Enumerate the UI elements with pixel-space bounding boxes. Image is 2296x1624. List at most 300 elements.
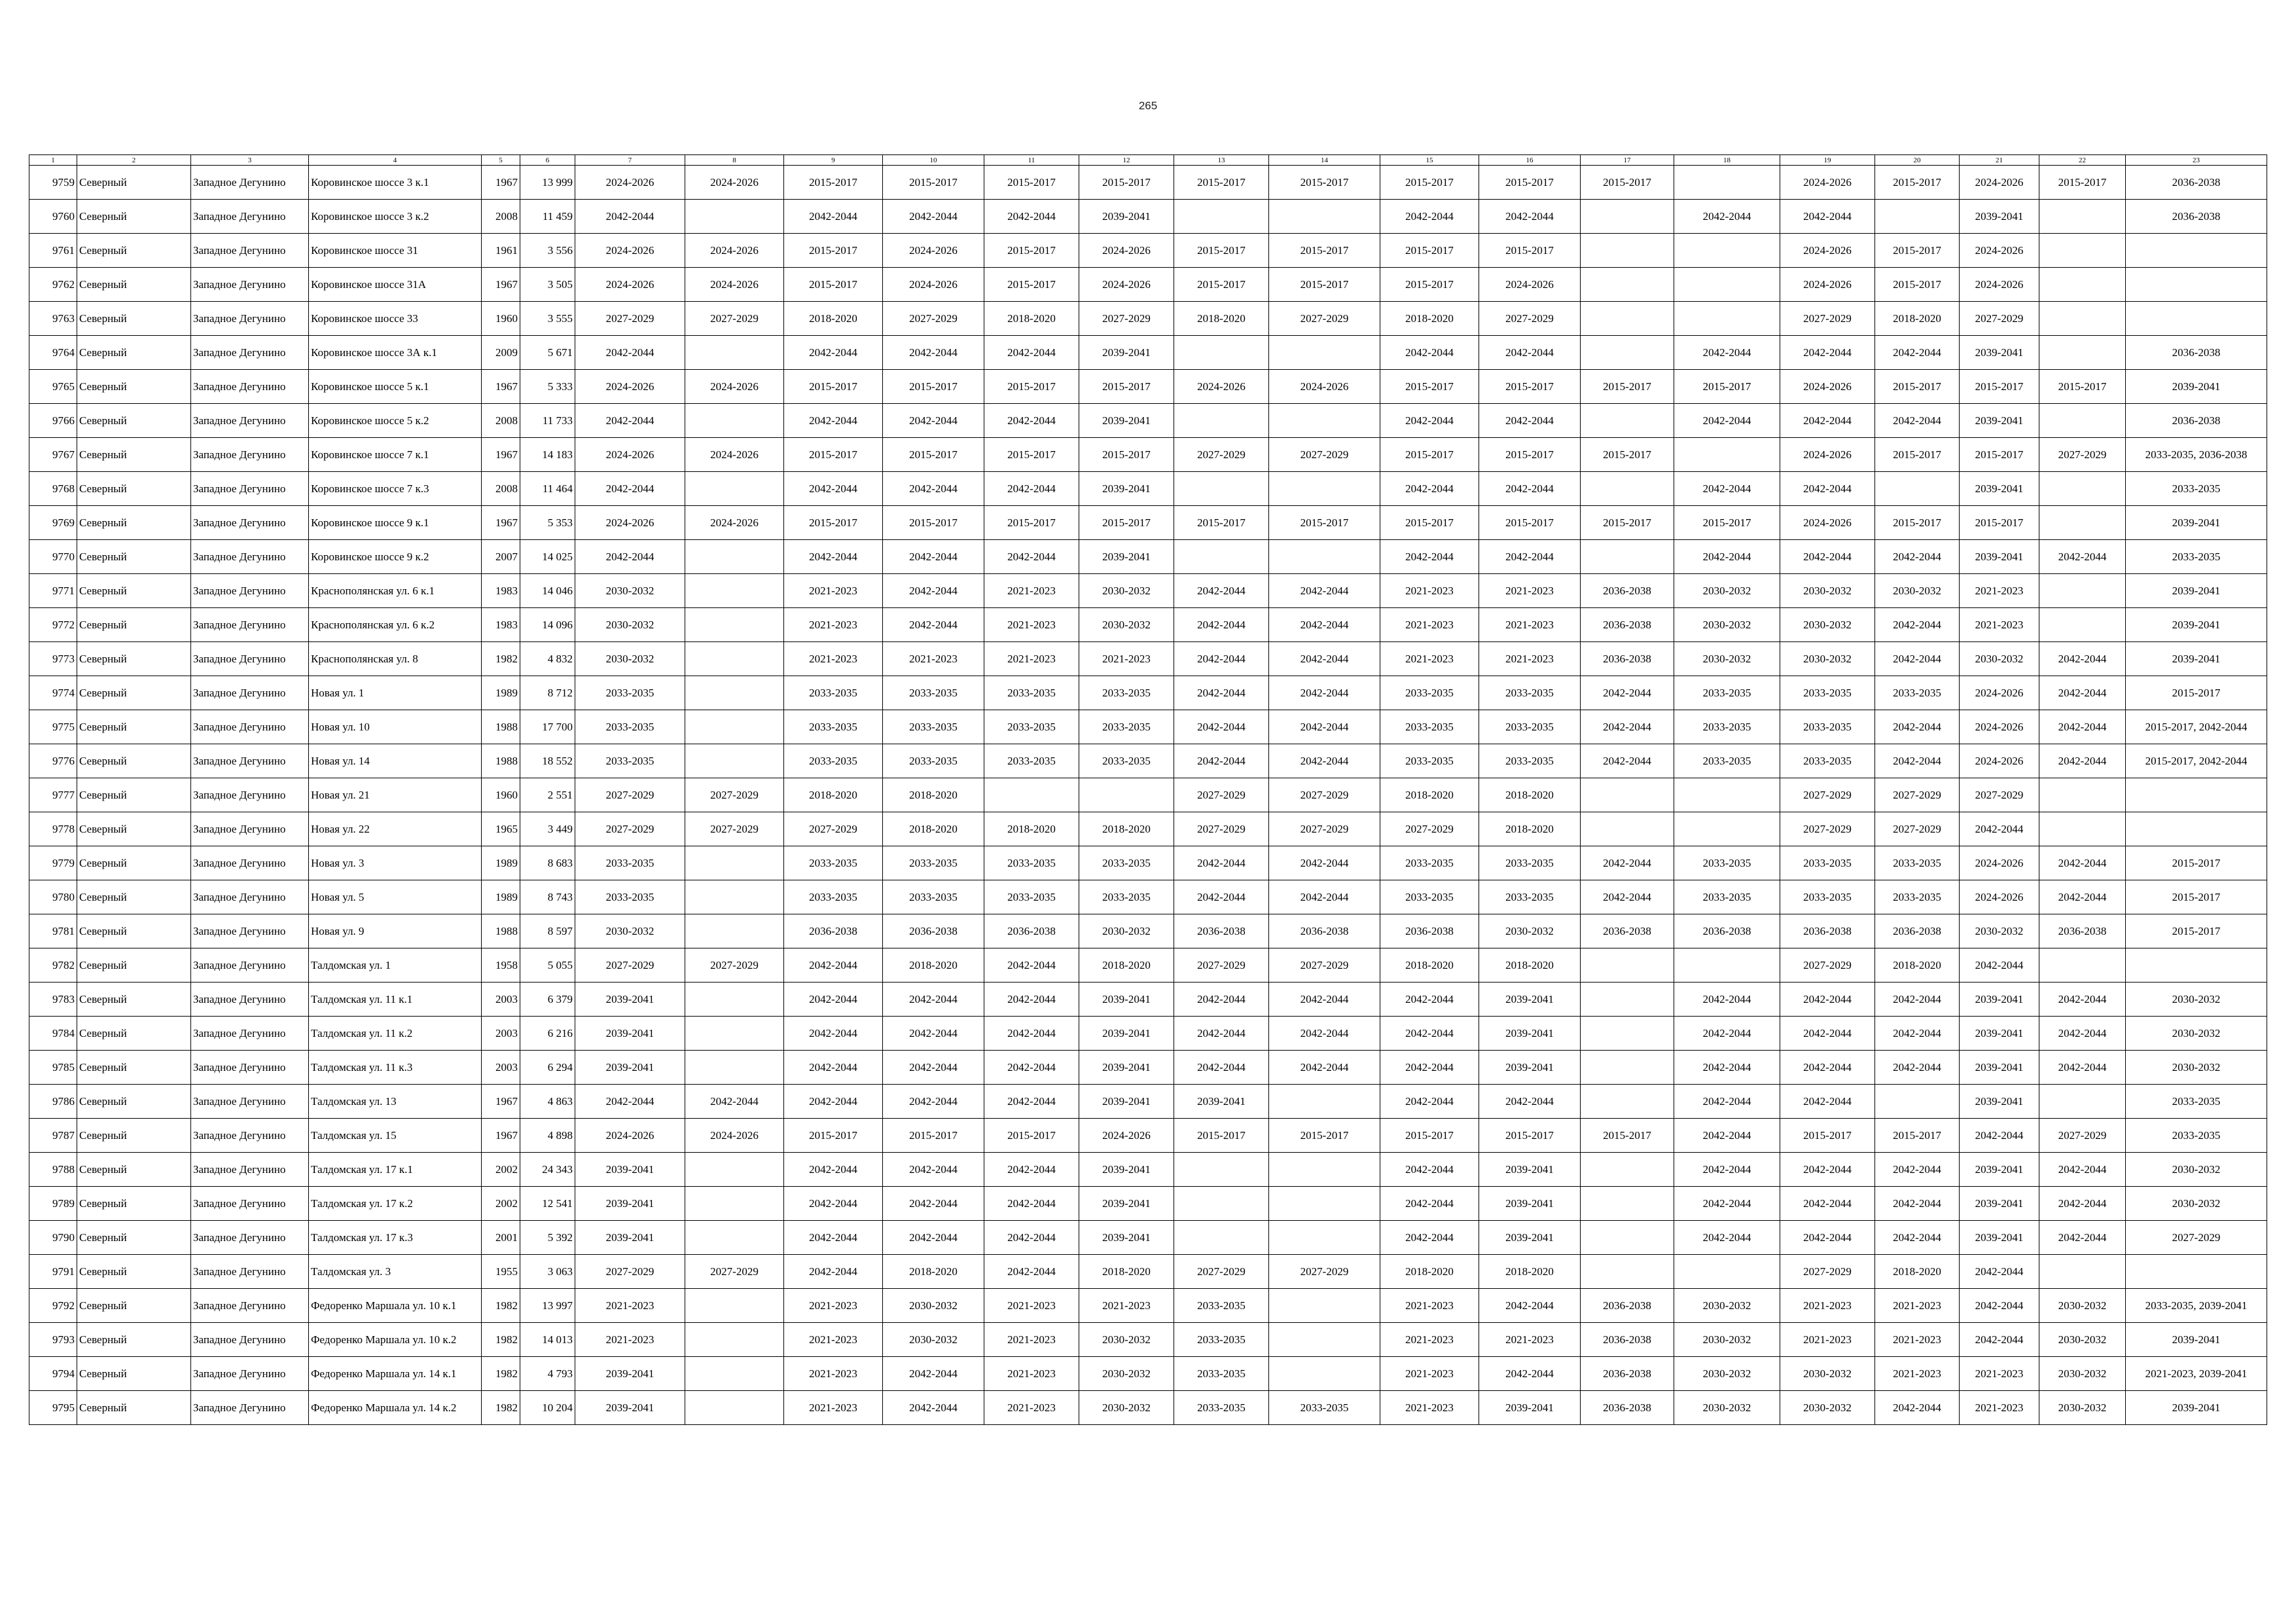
table-cell: Северный <box>77 234 191 268</box>
table-cell: 1982 <box>482 642 520 676</box>
table-cell: 2033-2035 <box>883 744 984 778</box>
table-cell <box>1174 1187 1269 1221</box>
table-cell: 1967 <box>482 1119 520 1153</box>
table-cell: Северный <box>77 200 191 234</box>
table-cell: 2027-2029 <box>575 1255 685 1289</box>
table-cell: 2039-2041 <box>1960 472 2039 506</box>
table-cell: 2030-2032 <box>1780 1391 1875 1425</box>
table-cell: Северный <box>77 404 191 438</box>
table-cell <box>1581 1255 1674 1289</box>
table-cell: 2021-2023 <box>784 1357 883 1391</box>
table-cell: 2042-2044 <box>984 983 1079 1017</box>
table-cell: 9775 <box>29 710 77 744</box>
table-cell: 2027-2029 <box>1875 778 1960 812</box>
table-cell: 2003 <box>482 1017 520 1051</box>
table-cell: 2015-2017 <box>1079 438 1174 472</box>
table-cell: 2030-2032 <box>1780 574 1875 608</box>
table-cell <box>1174 1221 1269 1255</box>
table-cell: 2030-2032 <box>1674 1391 1780 1425</box>
table-cell: Западное Дегунино <box>191 506 309 540</box>
table-cell <box>1674 1255 1780 1289</box>
table-cell <box>2039 574 2126 608</box>
table-cell: 3 449 <box>520 812 575 846</box>
table-cell: Краснополянская ул. 6 к.2 <box>309 608 482 642</box>
table-cell: 2030-2032 <box>1875 574 1960 608</box>
table-cell: 2033-2035 <box>784 846 883 880</box>
table-cell: Западное Дегунино <box>191 1323 309 1357</box>
table-cell: 2015-2017 <box>1269 268 1380 302</box>
table-cell: 2036-2038 <box>1780 914 1875 948</box>
table-cell: 2015-2017 <box>1875 234 1960 268</box>
table-cell: Новая ул. 22 <box>309 812 482 846</box>
table-cell: 2024-2026 <box>883 268 984 302</box>
table-cell: 2042-2044 <box>1380 1051 1479 1085</box>
table-cell: 2039-2041 <box>1174 1085 1269 1119</box>
table-cell: 2042-2044 <box>2039 1187 2126 1221</box>
table-cell: 2030-2032 <box>2039 1289 2126 1323</box>
table-cell: 9769 <box>29 506 77 540</box>
table-cell: 2027-2029 <box>1174 812 1269 846</box>
table-cell: 2042-2044 <box>883 1221 984 1255</box>
table-cell: 2015-2017 <box>784 370 883 404</box>
table-cell: 2042-2044 <box>1174 676 1269 710</box>
table-cell: 2042-2044 <box>784 540 883 574</box>
table-cell: 2042-2044 <box>1581 676 1674 710</box>
table-cell: 2027-2029 <box>575 948 685 983</box>
table-cell: 2015-2017 <box>1174 234 1269 268</box>
table-cell: 2018-2020 <box>1875 948 1960 983</box>
table-cell: 2024-2026 <box>575 438 685 472</box>
table-cell <box>1875 1085 1960 1119</box>
table-body <box>29 166 2267 1425</box>
table-cell: 4 793 <box>520 1357 575 1391</box>
table-cell <box>1581 200 1674 234</box>
table-cell: 2042-2044 <box>1174 846 1269 880</box>
table-cell: 2024-2026 <box>1960 744 2039 778</box>
table-cell: 2021-2023 <box>984 574 1079 608</box>
table-cell: 2033-2035 <box>784 710 883 744</box>
table-cell: 2021-2023 <box>883 642 984 676</box>
table-cell: 2042-2044 <box>2039 1221 2126 1255</box>
table-cell: 2039-2041 <box>1479 1051 1581 1085</box>
table-cell: 2021-2023, 2039-2041 <box>2126 1357 2267 1391</box>
table-cell: 2030-2032 <box>575 574 685 608</box>
table-cell: 1967 <box>482 506 520 540</box>
table-cell: 2042-2044 <box>1380 1221 1479 1255</box>
table-cell: Северный <box>77 1051 191 1085</box>
table-cell: 2027-2029 <box>2126 1221 2267 1255</box>
table-cell: 2039-2041 <box>1479 1017 1581 1051</box>
table-cell: 14 183 <box>520 438 575 472</box>
table-cell <box>1269 404 1380 438</box>
table-cell: 5 392 <box>520 1221 575 1255</box>
table-cell: 2033-2035 <box>2126 1085 2267 1119</box>
table-cell: 2033-2035 <box>784 744 883 778</box>
table-cell <box>1674 166 1780 200</box>
table-cell: Талдомская ул. 11 к.2 <box>309 1017 482 1051</box>
table-cell <box>1269 1221 1380 1255</box>
table-cell: 1965 <box>482 812 520 846</box>
table-cell: 2018-2020 <box>1380 778 1479 812</box>
table-cell: 2042-2044 <box>2039 710 2126 744</box>
column-number-cell: 21 <box>1960 155 2039 166</box>
table-cell: 2015-2017 <box>1581 1119 1674 1153</box>
table-cell: 17 700 <box>520 710 575 744</box>
table-cell: 2033-2035 <box>1674 676 1780 710</box>
table-cell <box>685 1391 784 1425</box>
table-cell: 2042-2044 <box>575 336 685 370</box>
table-cell: 2015-2017 <box>1380 234 1479 268</box>
table-cell: Северный <box>77 438 191 472</box>
table-cell: 2033-2035 <box>1674 880 1780 914</box>
table-cell: 1967 <box>482 438 520 472</box>
table-cell <box>685 1187 784 1221</box>
table-cell: 2042-2044 <box>1674 1221 1780 1255</box>
table-cell <box>1674 812 1780 846</box>
table-cell: 2015-2017 <box>1174 506 1269 540</box>
table-cell: 2015-2017 <box>2126 846 2267 880</box>
table-cell <box>685 1017 784 1051</box>
table-cell: 2024-2026 <box>575 268 685 302</box>
table-cell: Талдомская ул. 17 к.2 <box>309 1187 482 1221</box>
table-cell: Северный <box>77 1119 191 1153</box>
table-cell: Коровинское шоссе 5 к.1 <box>309 370 482 404</box>
table-cell <box>1269 472 1380 506</box>
table-cell <box>1269 336 1380 370</box>
table-cell: 2042-2044 <box>984 1085 1079 1119</box>
table-cell: 2018-2020 <box>1479 812 1581 846</box>
table-cell: 2042-2044 <box>1674 1051 1780 1085</box>
table-cell: 2024-2026 <box>575 234 685 268</box>
table-cell: 2008 <box>482 472 520 506</box>
table-cell: 2042-2044 <box>1960 1119 2039 1153</box>
table-cell: Западное Дегунино <box>191 914 309 948</box>
table-row <box>29 472 2267 506</box>
table-cell: 2030-2032 <box>1079 1391 1174 1425</box>
table-cell: 2042-2044 <box>784 404 883 438</box>
table-cell: 2015-2017 <box>984 268 1079 302</box>
table-cell: 2042-2044 <box>1875 983 1960 1017</box>
table-cell: 2021-2023 <box>1380 608 1479 642</box>
table-cell: Западное Дегунино <box>191 710 309 744</box>
table-cell: 9793 <box>29 1323 77 1357</box>
table-cell: 2027-2029 <box>1174 778 1269 812</box>
table-cell: 9780 <box>29 880 77 914</box>
table-cell: 2042-2044 <box>1479 1085 1581 1119</box>
table-cell: 2015-2017 <box>1079 166 1174 200</box>
table-cell: 2039-2041 <box>1479 1391 1581 1425</box>
table-cell: 2042-2044 <box>1380 1085 1479 1119</box>
table-cell: 9788 <box>29 1153 77 1187</box>
table-cell: 2036-2038 <box>1269 914 1380 948</box>
table-row <box>29 404 2267 438</box>
table-cell: 2042-2044 <box>1960 812 2039 846</box>
table-cell: 2033-2035 <box>1479 710 1581 744</box>
table-cell: 2042-2044 <box>1875 336 1960 370</box>
table-cell: Коровинское шоссе 9 к.1 <box>309 506 482 540</box>
table-cell: 2042-2044 <box>2039 540 2126 574</box>
table-cell: 2042-2044 <box>685 1085 784 1119</box>
table-cell: 2042-2044 <box>575 472 685 506</box>
table-cell: 2024-2026 <box>1479 268 1581 302</box>
table-cell: 2042-2044 <box>1875 744 1960 778</box>
table-cell: 2042-2044 <box>1960 1255 2039 1289</box>
table-cell: 2036-2038 <box>984 914 1079 948</box>
table-cell <box>1581 1051 1674 1085</box>
table-cell <box>685 983 784 1017</box>
table-cell: 2042-2044 <box>2039 676 2126 710</box>
table-cell: 2021-2023 <box>784 642 883 676</box>
table-cell: 2001 <box>482 1221 520 1255</box>
table-cell: 2042-2044 <box>1380 540 1479 574</box>
table-cell: 2030-2032 <box>1960 642 2039 676</box>
table-cell: 2042-2044 <box>883 1153 984 1187</box>
table-cell: 2030-2032 <box>883 1323 984 1357</box>
table-cell: 2042-2044 <box>883 404 984 438</box>
table-cell: 2033-2035 <box>2126 540 2267 574</box>
table-cell: 2042-2044 <box>883 608 984 642</box>
table-cell: 2042-2044 <box>1479 404 1581 438</box>
table-cell: 2027-2029 <box>1269 778 1380 812</box>
table-cell: 2042-2044 <box>1674 336 1780 370</box>
table-cell: 2042-2044 <box>1875 1187 1960 1221</box>
table-cell: 2030-2032 <box>575 642 685 676</box>
table-cell: 2021-2023 <box>1780 1289 1875 1323</box>
table-cell: 2033-2035 <box>1780 676 1875 710</box>
table-cell: 2033-2035 <box>1174 1391 1269 1425</box>
table-cell: 2018-2020 <box>984 812 1079 846</box>
table-cell: 2042-2044 <box>1960 1289 2039 1323</box>
table-cell: 2042-2044 <box>1674 1085 1780 1119</box>
table-cell: 2021-2023 <box>575 1323 685 1357</box>
table-cell <box>2039 1255 2126 1289</box>
column-number-row <box>29 155 2267 166</box>
table-cell: 2042-2044 <box>1960 948 2039 983</box>
table-cell: 2024-2026 <box>1079 268 1174 302</box>
table-cell: 2030-2032 <box>1674 642 1780 676</box>
column-number-cell: 4 <box>309 155 482 166</box>
table-cell <box>1581 1153 1674 1187</box>
table-cell: Западное Дегунино <box>191 1085 309 1119</box>
table-cell: 2033-2035 <box>1174 1357 1269 1391</box>
table-cell: 2042-2044 <box>1479 540 1581 574</box>
table-cell: 11 733 <box>520 404 575 438</box>
table-cell <box>685 574 784 608</box>
table-cell: 2033-2035 <box>883 880 984 914</box>
table-cell: 2015-2017 <box>1581 166 1674 200</box>
table-cell: 24 343 <box>520 1153 575 1187</box>
table-cell <box>1581 234 1674 268</box>
table-cell: 2021-2023 <box>984 1357 1079 1391</box>
table-cell: 2042-2044 <box>984 1017 1079 1051</box>
table-cell: Северный <box>77 983 191 1017</box>
table-cell: 2036-2038 <box>1581 1391 1674 1425</box>
table-cell: 2015-2017 <box>1479 438 1581 472</box>
table-cell: 2042-2044 <box>784 200 883 234</box>
table-cell: 2015-2017 <box>883 370 984 404</box>
table-cell: 2039-2041 <box>1079 404 1174 438</box>
table-cell: Коровинское шоссе 7 к.1 <box>309 438 482 472</box>
table-cell: 2039-2041 <box>575 1153 685 1187</box>
table-cell: 2024-2026 <box>685 268 784 302</box>
table-cell: 2042-2044 <box>1269 744 1380 778</box>
table-cell: 2042-2044 <box>1174 1017 1269 1051</box>
table-row <box>29 438 2267 472</box>
table-cell: Западное Дегунино <box>191 1357 309 1391</box>
table-cell: 2030-2032 <box>1079 914 1174 948</box>
table-cell: 2039-2041 <box>1079 472 1174 506</box>
table-row <box>29 1221 2267 1255</box>
table-cell: 2021-2023 <box>1380 574 1479 608</box>
table-cell: 2021-2023 <box>1479 574 1581 608</box>
table-cell: 2042-2044 <box>2039 744 2126 778</box>
table-cell: 2021-2023 <box>1960 1357 2039 1391</box>
table-cell: 2042-2044 <box>984 472 1079 506</box>
table-cell: 2039-2041 <box>1960 1051 2039 1085</box>
table-cell: 2015-2017 <box>1269 234 1380 268</box>
table-cell: 9760 <box>29 200 77 234</box>
table-cell: 2024-2026 <box>685 1119 784 1153</box>
table-cell: 2015-2017 <box>784 166 883 200</box>
table-cell: 2042-2044 <box>1780 472 1875 506</box>
table-cell: 5 671 <box>520 336 575 370</box>
table-cell: Западное Дегунино <box>191 948 309 983</box>
table-cell: 2015-2017 <box>1674 506 1780 540</box>
table-cell: Новая ул. 21 <box>309 778 482 812</box>
table-cell: 2027-2029 <box>2039 438 2126 472</box>
table-cell: 2024-2026 <box>685 370 784 404</box>
table-cell: 4 863 <box>520 1085 575 1119</box>
table-cell: 2015-2017 <box>1269 506 1380 540</box>
table-cell: 2015-2017 <box>1960 506 2039 540</box>
table-cell: Талдомская ул. 3 <box>309 1255 482 1289</box>
table-cell: 2039-2041 <box>575 1051 685 1085</box>
table-cell: Коровинское шоссе 9 к.2 <box>309 540 482 574</box>
table-cell: 2015-2017 <box>1269 166 1380 200</box>
table-cell: 2018-2020 <box>1479 778 1581 812</box>
table-cell: 2033-2035 <box>1875 880 1960 914</box>
table-cell: 2042-2044 <box>1780 1153 1875 1187</box>
table-cell: Северный <box>77 608 191 642</box>
table-cell: 2024-2026 <box>685 438 784 472</box>
table-cell: 2027-2029 <box>1269 302 1380 336</box>
table-cell: 2015-2017 <box>1581 370 1674 404</box>
table-cell: 2042-2044 <box>984 540 1079 574</box>
table-cell <box>685 1221 784 1255</box>
table-cell <box>685 336 784 370</box>
column-number-cell: 19 <box>1780 155 1875 166</box>
table-cell: Северный <box>77 574 191 608</box>
column-number-cell: 20 <box>1875 155 1960 166</box>
table-cell: Западное Дегунино <box>191 336 309 370</box>
table-cell: 2039-2041 <box>1960 336 2039 370</box>
table-cell: 2024-2026 <box>1780 370 1875 404</box>
table-cell: 1982 <box>482 1289 520 1323</box>
table-cell: Северный <box>77 268 191 302</box>
table-cell: 2036-2038 <box>883 914 984 948</box>
table-cell: 4 832 <box>520 642 575 676</box>
table-cell: Новая ул. 10 <box>309 710 482 744</box>
table-cell <box>2039 812 2126 846</box>
table-cell: 2042-2044 <box>1380 404 1479 438</box>
table-cell: 2015-2017 <box>1581 438 1674 472</box>
table-cell: 2027-2029 <box>575 302 685 336</box>
table-cell: 2027-2029 <box>1174 948 1269 983</box>
table-cell: 2021-2023 <box>784 1323 883 1357</box>
table-cell: 2033-2035, 2036-2038 <box>2126 438 2267 472</box>
table-cell: 2033-2035 <box>1780 846 1875 880</box>
table-cell: 2030-2032 <box>2126 983 2267 1017</box>
table-cell <box>2126 1255 2267 1289</box>
table-cell: 2042-2044 <box>1875 1221 1960 1255</box>
table-cell: 2042-2044 <box>2039 846 2126 880</box>
table-cell: Западное Дегунино <box>191 200 309 234</box>
table-cell: 2036-2038 <box>2039 914 2126 948</box>
table-cell: 2021-2023 <box>1380 642 1479 676</box>
table-cell: 2042-2044 <box>2039 1153 2126 1187</box>
table-cell: Северный <box>77 676 191 710</box>
table-cell: 2033-2035 <box>1079 710 1174 744</box>
table-cell: 14 096 <box>520 608 575 642</box>
table-cell: 2039-2041 <box>1079 1085 1174 1119</box>
table-cell: 2042-2044 <box>784 472 883 506</box>
table-cell: 9784 <box>29 1017 77 1051</box>
table-cell: 2042-2044 <box>784 1085 883 1119</box>
table-cell: Талдомская ул. 15 <box>309 1119 482 1153</box>
table-cell: 2015-2017 <box>1479 1119 1581 1153</box>
table-cell <box>1174 336 1269 370</box>
table-cell: 2030-2032 <box>2039 1391 2126 1425</box>
table-cell: 2024-2026 <box>1269 370 1380 404</box>
table-cell: 2018-2020 <box>883 1255 984 1289</box>
table-cell: 2042-2044 <box>1479 336 1581 370</box>
table-cell: 2021-2023 <box>1960 608 2039 642</box>
table-cell: 9787 <box>29 1119 77 1153</box>
table-cell: 9783 <box>29 983 77 1017</box>
table-cell: 18 552 <box>520 744 575 778</box>
table-cell <box>1674 438 1780 472</box>
table-cell: 2042-2044 <box>1780 1187 1875 1221</box>
table-cell: Западное Дегунино <box>191 1289 309 1323</box>
table-cell: Северный <box>77 914 191 948</box>
table-cell: 2030-2032 <box>1674 574 1780 608</box>
table-cell <box>1174 200 1269 234</box>
table-cell: 2027-2029 <box>1780 948 1875 983</box>
table-cell: 2042-2044 <box>1269 676 1380 710</box>
table-cell: 2024-2026 <box>575 506 685 540</box>
table-row <box>29 983 2267 1017</box>
table-cell: 2015-2017 <box>2039 370 2126 404</box>
table-cell: 2042-2044 <box>575 540 685 574</box>
table-cell: 2033-2035 <box>1780 880 1875 914</box>
table-cell: 2015-2017 <box>1960 438 2039 472</box>
table-cell <box>685 1153 784 1187</box>
column-number-cell: 17 <box>1581 155 1674 166</box>
table-cell: 2033-2035 <box>1780 710 1875 744</box>
table-cell: 2021-2023 <box>1380 1323 1479 1357</box>
table-cell: 2042-2044 <box>984 1051 1079 1085</box>
table-cell: 2021-2023 <box>1380 1357 1479 1391</box>
table-cell: 2042-2044 <box>1479 200 1581 234</box>
table-cell: 1982 <box>482 1357 520 1391</box>
table-cell: 2033-2035 <box>1380 846 1479 880</box>
table-cell: 2039-2041 <box>1960 1017 2039 1051</box>
table-cell: 9772 <box>29 608 77 642</box>
table-cell: 2042-2044 <box>1780 200 1875 234</box>
table-cell: 2030-2032 <box>1674 1323 1780 1357</box>
table-cell <box>1581 540 1674 574</box>
table-cell: 2039-2041 <box>2126 574 2267 608</box>
